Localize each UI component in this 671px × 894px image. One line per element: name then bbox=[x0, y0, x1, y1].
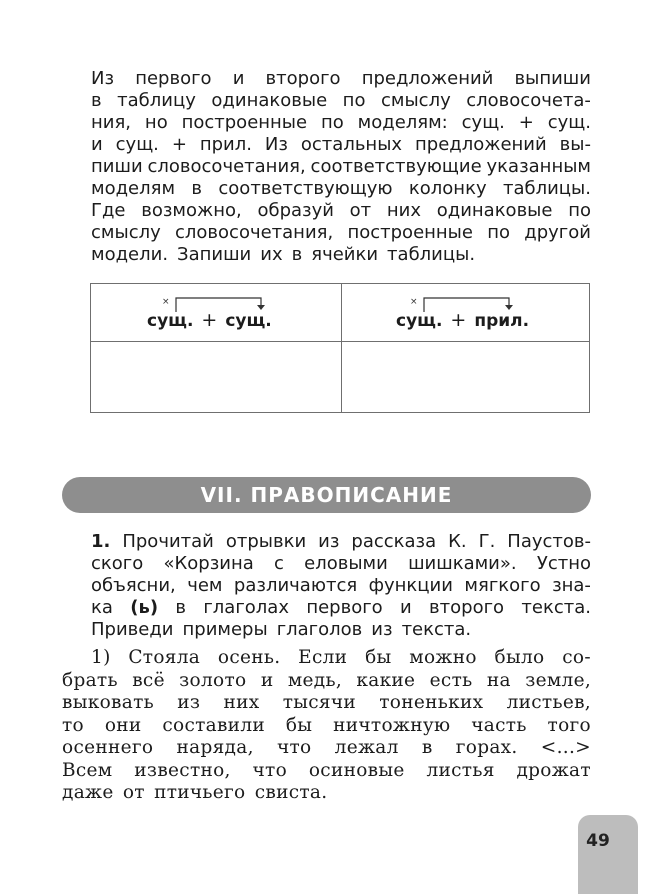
word: 1) bbox=[91, 647, 111, 668]
word: пиши bbox=[91, 156, 143, 177]
word: но bbox=[144, 112, 168, 133]
word: словосочетания, bbox=[175, 222, 334, 243]
word: Прочитай bbox=[122, 531, 214, 552]
word: и bbox=[260, 669, 274, 691]
word: колонку bbox=[408, 178, 487, 199]
word: соответствующую bbox=[218, 178, 393, 199]
text-line bbox=[91, 597, 591, 618]
word: медь, bbox=[287, 669, 343, 691]
word: первого bbox=[306, 597, 383, 618]
word: осиновые bbox=[308, 759, 405, 781]
word: <...> bbox=[540, 737, 591, 758]
text-line bbox=[62, 715, 591, 736]
plus-sign: + bbox=[450, 309, 467, 331]
table-header-noun-adjective bbox=[341, 284, 591, 341]
word: первого bbox=[135, 68, 212, 89]
word: Из bbox=[91, 68, 115, 89]
word: из bbox=[177, 692, 201, 713]
word: функции bbox=[368, 575, 453, 596]
word: одинаковые bbox=[436, 200, 553, 221]
word: по bbox=[568, 200, 591, 221]
text-line bbox=[91, 178, 591, 199]
word: даже bbox=[62, 782, 114, 803]
page-number: 49 bbox=[586, 831, 610, 851]
text-line bbox=[91, 647, 591, 668]
word: глаголах bbox=[203, 597, 289, 618]
word: К. bbox=[448, 531, 467, 552]
word: горах. bbox=[455, 737, 518, 758]
word: в bbox=[175, 597, 187, 618]
word: наряда, bbox=[176, 737, 254, 758]
word: мягкого bbox=[464, 575, 541, 596]
word: осеннего bbox=[62, 737, 154, 758]
word: объясни, bbox=[91, 575, 176, 596]
word: чем bbox=[187, 575, 223, 596]
main-word-label: сущ. bbox=[396, 311, 443, 331]
word: золото bbox=[179, 669, 247, 691]
word: таблицы. bbox=[387, 244, 476, 265]
word: Г. bbox=[478, 531, 496, 552]
word: прил. bbox=[199, 134, 252, 155]
word: по bbox=[487, 222, 511, 243]
word: от bbox=[349, 200, 372, 221]
word: тоненьких bbox=[379, 692, 484, 713]
word: ния, bbox=[91, 112, 132, 133]
text-line bbox=[91, 531, 591, 552]
word: таблицы. bbox=[502, 178, 591, 199]
word: (ь) bbox=[130, 597, 159, 618]
word: ка bbox=[91, 597, 113, 618]
table-header-text bbox=[147, 309, 272, 331]
main-word-label: сущ. bbox=[147, 311, 194, 331]
word-combination-table bbox=[90, 283, 590, 413]
word: соответствующие bbox=[310, 156, 482, 177]
word: Паустов- bbox=[507, 531, 591, 552]
word: различаются bbox=[233, 575, 358, 596]
main-word-cross-mark: × bbox=[162, 297, 170, 307]
word: вы- bbox=[559, 134, 591, 155]
word: них bbox=[386, 200, 422, 221]
text-line bbox=[62, 737, 591, 758]
word: возможно, bbox=[141, 200, 242, 221]
page-number-tab bbox=[578, 815, 638, 894]
plus-sign: + bbox=[201, 309, 218, 331]
word: бы bbox=[285, 714, 313, 736]
word: по bbox=[342, 90, 366, 111]
word: составили bbox=[162, 714, 265, 736]
exercise-number: 1. bbox=[91, 531, 111, 552]
word: с bbox=[274, 553, 284, 574]
word: отрывки bbox=[225, 531, 307, 552]
word: построенные bbox=[347, 222, 473, 243]
word: можно bbox=[409, 647, 477, 668]
word: того bbox=[547, 714, 591, 736]
word: рассказа bbox=[351, 531, 437, 552]
word: построенные bbox=[181, 112, 308, 133]
word: дрожат bbox=[516, 759, 591, 781]
word: свиста. bbox=[254, 782, 328, 803]
word: предложений bbox=[415, 134, 547, 155]
word: Стояла bbox=[128, 647, 201, 668]
text-line bbox=[62, 760, 591, 781]
word: всё bbox=[132, 669, 165, 691]
word: от bbox=[122, 782, 145, 803]
text-line bbox=[91, 575, 591, 596]
text-line bbox=[91, 222, 591, 243]
word: они bbox=[104, 714, 142, 736]
table-header-text bbox=[396, 309, 529, 331]
word: + bbox=[518, 112, 534, 133]
word: «Корзина bbox=[163, 553, 254, 574]
word: листьев, bbox=[506, 692, 591, 713]
word: осень. bbox=[217, 647, 281, 668]
word: и bbox=[400, 597, 412, 618]
word: из bbox=[371, 619, 393, 640]
word: брать bbox=[62, 669, 118, 691]
word: одинаковые bbox=[211, 90, 328, 111]
word: примеры bbox=[182, 619, 268, 640]
word: выпиши bbox=[514, 68, 591, 89]
word: смыслу bbox=[91, 222, 161, 243]
word: еловыми bbox=[304, 553, 388, 574]
word: и bbox=[91, 134, 103, 155]
word: их bbox=[260, 244, 283, 265]
word: глаголов bbox=[276, 619, 363, 640]
word: второго bbox=[429, 597, 505, 618]
text-line bbox=[91, 112, 591, 133]
word: смыслу bbox=[380, 90, 451, 111]
text-line bbox=[62, 692, 591, 713]
word: моделям bbox=[91, 178, 176, 199]
table-header-noun-noun bbox=[91, 284, 341, 341]
word: шишками». bbox=[408, 553, 517, 574]
word: тысячи bbox=[282, 692, 357, 713]
word: Устно bbox=[536, 553, 591, 574]
word: второго bbox=[265, 68, 341, 89]
word: ского bbox=[91, 553, 144, 574]
word: остальных bbox=[300, 134, 403, 155]
word: них bbox=[223, 692, 260, 713]
word: на bbox=[486, 669, 511, 691]
word: текста. bbox=[521, 597, 591, 618]
dependent-word-label: сущ. bbox=[225, 311, 272, 331]
word: Приведи bbox=[91, 619, 174, 640]
word: другой bbox=[524, 222, 591, 243]
word: предложений bbox=[361, 68, 494, 89]
text-line bbox=[91, 244, 591, 265]
word: + bbox=[171, 134, 187, 155]
word: Где bbox=[91, 200, 126, 221]
text-line bbox=[62, 670, 591, 691]
word: образуй bbox=[257, 200, 334, 221]
text-line bbox=[91, 619, 591, 640]
word: земле, bbox=[525, 669, 591, 691]
word: в bbox=[91, 90, 102, 111]
word: Из bbox=[264, 134, 288, 155]
word: Если bbox=[298, 647, 348, 668]
word: сущ. bbox=[461, 112, 505, 133]
word: Всем bbox=[62, 759, 113, 781]
word: что bbox=[252, 759, 288, 781]
word: в bbox=[191, 178, 203, 199]
word: ячейки bbox=[311, 244, 379, 265]
word: словосочета- bbox=[466, 90, 591, 111]
word: указанным bbox=[486, 156, 591, 177]
word: выковать bbox=[62, 692, 154, 713]
word: и bbox=[232, 68, 245, 89]
word: в bbox=[421, 737, 433, 758]
text-line bbox=[91, 156, 591, 177]
table-answer-cell-2[interactable] bbox=[342, 342, 590, 412]
text-line bbox=[62, 782, 591, 803]
main-word-cross-mark: × bbox=[410, 297, 418, 307]
text-line bbox=[91, 68, 591, 89]
word: из bbox=[318, 531, 340, 552]
word: что bbox=[276, 737, 312, 758]
word: моделям: bbox=[357, 112, 448, 133]
section-title: VII. ПРАВОПИСАНИЕ bbox=[200, 483, 453, 507]
word: в bbox=[291, 244, 303, 265]
word: со- bbox=[562, 647, 591, 668]
word: то bbox=[62, 714, 84, 736]
word: Запиши bbox=[177, 244, 252, 265]
text-line bbox=[91, 90, 591, 111]
word: бы bbox=[365, 647, 392, 668]
text-line bbox=[91, 134, 591, 155]
text-line bbox=[91, 553, 591, 574]
word: сущ. bbox=[547, 112, 591, 133]
word: сущ. bbox=[115, 134, 159, 155]
word: какие bbox=[356, 669, 416, 691]
word: было bbox=[494, 647, 545, 668]
word: известно, bbox=[134, 759, 231, 781]
section-banner bbox=[62, 477, 591, 513]
word: есть bbox=[429, 669, 473, 691]
word: листья bbox=[426, 759, 495, 781]
word: таблицу bbox=[117, 90, 196, 111]
word: часть bbox=[471, 714, 527, 736]
text-line bbox=[91, 200, 591, 221]
dependent-word-label: прил. bbox=[474, 311, 530, 331]
word: по bbox=[320, 112, 344, 133]
word: лежал bbox=[334, 737, 399, 758]
table-answer-cell-1[interactable] bbox=[91, 342, 341, 412]
word: ничтожную bbox=[333, 714, 451, 736]
word: словосочетания, bbox=[147, 156, 306, 177]
word: модели. bbox=[91, 244, 169, 265]
word: зна- bbox=[552, 575, 591, 596]
word: текста. bbox=[401, 619, 472, 640]
word: птичьего bbox=[154, 782, 246, 803]
